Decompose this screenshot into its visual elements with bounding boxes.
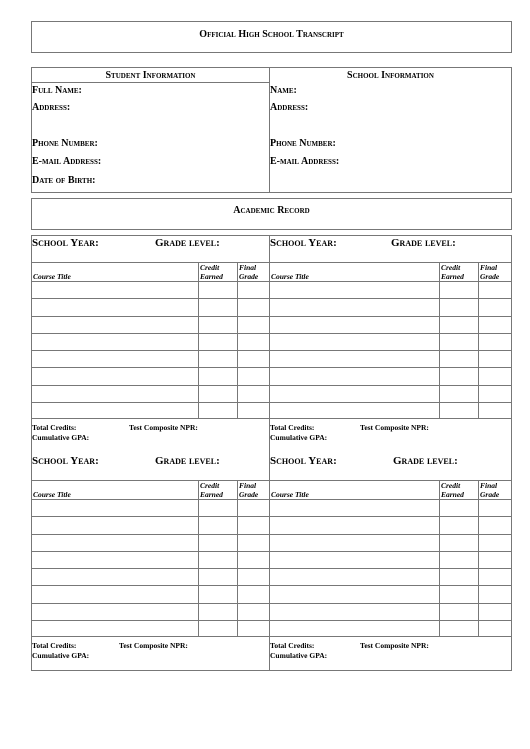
term-block — [32, 236, 269, 454]
course-table — [270, 262, 511, 419]
table-row — [270, 350, 511, 351]
school-email-label: E-mail Address: — [270, 156, 340, 167]
final-grade-header: Final Grade — [480, 263, 500, 281]
info-section — [31, 67, 512, 193]
term-block — [270, 236, 511, 454]
term-block — [32, 454, 269, 672]
cumulative-gpa-label: Cumulative GPA: — [270, 433, 328, 442]
table-row — [32, 350, 269, 351]
school-year-label: School Year: — [270, 455, 337, 467]
table-row — [32, 603, 269, 604]
credit-earned-header: Credit Earned — [200, 263, 223, 281]
table-row — [32, 333, 269, 334]
school-year-label: School Year: — [32, 455, 99, 467]
student-info — [32, 68, 269, 192]
student-email-label: E-mail Address: — [32, 156, 102, 167]
table-row — [270, 516, 511, 517]
school-year-label: School Year: — [270, 237, 337, 249]
cumulative-gpa-label: Cumulative GPA: — [32, 651, 90, 660]
school-phone-label: Phone Number: — [270, 138, 336, 149]
table-row — [270, 316, 511, 317]
final-grade-header: Final Grade — [480, 481, 500, 499]
table-row — [270, 385, 511, 386]
credit-earned-header: Credit Earned — [200, 481, 223, 499]
table-row — [270, 603, 511, 604]
academic-record-box — [31, 198, 512, 230]
school-name-label: Name: — [270, 85, 297, 96]
term-block — [270, 454, 511, 672]
table-row — [32, 534, 269, 535]
table-row — [32, 620, 269, 621]
course-title-header: Course Title — [271, 490, 309, 499]
course-table — [32, 262, 269, 419]
test-composite-label: Test Composite NPR: — [119, 641, 188, 650]
transcript-title-box — [31, 21, 512, 53]
student-address-label: Address: — [32, 102, 71, 113]
grade-level-label: Grade level: — [155, 237, 220, 249]
table-row — [270, 333, 511, 334]
student-dob-label: Date of Birth: — [32, 175, 96, 186]
table-row — [32, 367, 269, 368]
transcript-title: Official High School Transcript — [199, 29, 344, 40]
school-info-heading: School Information — [347, 70, 434, 81]
course-title-header: Course Title — [271, 272, 309, 281]
table-row — [32, 516, 269, 517]
course-table — [32, 480, 269, 637]
table-row — [270, 402, 511, 403]
table-row — [32, 402, 269, 403]
student-full-name-label: Full Name: — [32, 85, 82, 96]
credit-earned-header: Credit Earned — [441, 481, 464, 499]
test-composite-label: Test Composite NPR: — [360, 423, 429, 432]
grade-level-label: Grade level: — [393, 455, 458, 467]
student-info-heading: Student Information — [105, 70, 196, 81]
table-row — [32, 551, 269, 552]
course-title-header: Course Title — [33, 490, 71, 499]
table-row — [32, 385, 269, 386]
course-table — [270, 480, 511, 637]
total-credits-label: Total Credits: — [270, 641, 315, 650]
cumulative-gpa-label: Cumulative GPA: — [32, 433, 90, 442]
test-composite-label: Test Composite NPR: — [360, 641, 429, 650]
total-credits-label: Total Credits: — [270, 423, 315, 432]
grade-level-label: Grade level: — [155, 455, 220, 467]
test-composite-label: Test Composite NPR: — [129, 423, 198, 432]
cumulative-gpa-label: Cumulative GPA: — [270, 651, 328, 660]
school-year-label: School Year: — [32, 237, 99, 249]
academic-record-heading: Academic Record — [233, 205, 310, 216]
academic-grid — [31, 235, 512, 671]
table-row — [270, 568, 511, 569]
table-row — [270, 620, 511, 621]
total-credits-label: Total Credits: — [32, 641, 77, 650]
table-row — [270, 551, 511, 552]
table-row — [32, 568, 269, 569]
student-phone-label: Phone Number: — [32, 138, 98, 149]
course-title-header: Course Title — [33, 272, 71, 281]
total-credits-label: Total Credits: — [32, 423, 77, 432]
table-row — [270, 585, 511, 586]
final-grade-header: Final Grade — [239, 481, 259, 499]
table-row — [32, 316, 269, 317]
grade-level-label: Grade level: — [391, 237, 456, 249]
table-row — [32, 585, 269, 586]
final-grade-header: Final Grade — [239, 263, 259, 281]
table-row — [270, 534, 511, 535]
school-address-label: Address: — [270, 102, 309, 113]
school-info — [270, 68, 511, 192]
table-row — [270, 367, 511, 368]
table-row — [270, 298, 511, 299]
credit-earned-header: Credit Earned — [441, 263, 464, 281]
table-row — [32, 298, 269, 299]
